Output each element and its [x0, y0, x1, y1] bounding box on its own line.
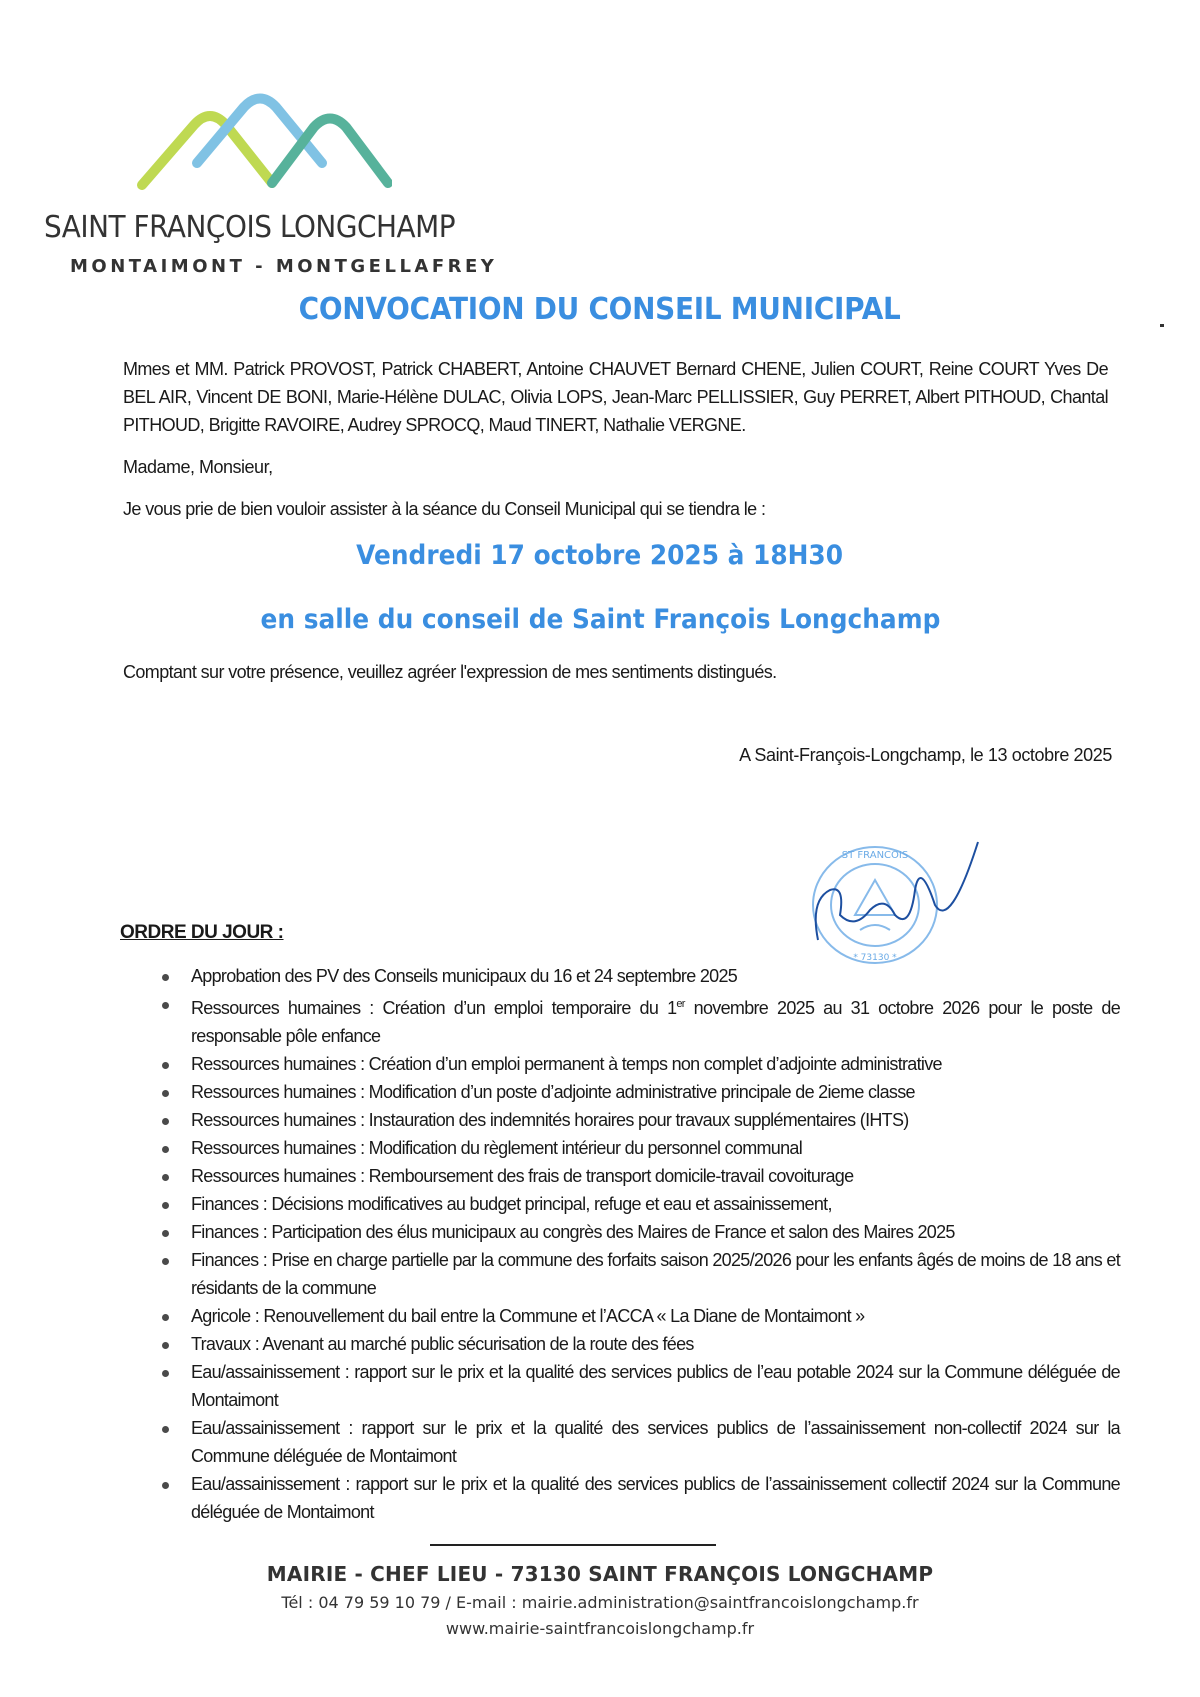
agenda-item: Ressources humaines : Création d’un emploi temporaire du 1er novembre 2025 au 31 octobre 2026 pour le poste de responsable pôle enfance — [160, 990, 1120, 1050]
official-seal-icon — [800, 820, 1000, 980]
agenda-item: Ressources humaines : Remboursement des frais de transport domicile-travail covoiturage — [160, 1162, 1120, 1190]
svg-text:* 73130 *: * 73130 * — [853, 953, 897, 963]
mountain-peaks-icon — [132, 85, 392, 200]
scan-speck — [1160, 324, 1164, 327]
agenda-item: Finances : Prise en charge partielle par la commune des forfaits saison 2025/2026 pour les enfants âgés de moins de 18 ans et résidants de la commune — [160, 1246, 1120, 1302]
agenda-item: Eau/assainissement : rapport sur le prix et la qualité des services publics de l’assainissement collectif 2024 sur la Commune déléguée de Montaimont — [160, 1470, 1120, 1526]
agenda-item: Ressources humaines : Création d’un emploi permanent à temps non complet d’adjointe administrative — [160, 1050, 1120, 1078]
footer-divider — [430, 1544, 716, 1546]
agenda-item: Ressources humaines : Modification d’un poste d’adjointe administrative principale de 2ieme classe — [160, 1078, 1120, 1106]
agenda-item: Finances : Décisions modificatives au budget principal, refuge et eau et assainissement, — [160, 1190, 1120, 1218]
intro-paragraph: Je vous prie de bien vouloir assister à la séance du Conseil Municipal qui se tiendra le : — [123, 499, 766, 519]
agenda-item: Approbation des PV des Conseils municipaux du 16 et 24 septembre 2025 — [160, 962, 1120, 990]
document-title: CONVOCATION DU CONSEIL MUNICIPAL — [299, 292, 901, 327]
agenda-item: Finances : Participation des élus municipaux au congrès des Maires de France et salon des Maires 2025 — [160, 1218, 1120, 1246]
agenda-item: Eau/assainissement : rapport sur le prix et la qualité des services publics de l’assainissement non-collectif 2024 sur la Commune déléguée de Montaimont — [160, 1414, 1120, 1470]
signed-place-date: A Saint-François-Longchamp, le 13 octobre 2025 — [739, 745, 1112, 765]
agenda-item: Agricole : Renouvellement du bail entre la Commune et l’ACCA « La Diane de Montaimont » — [160, 1302, 1120, 1330]
footer-address: MAIRIE - CHEF LIEU - 73130 SAINT FRANÇOIS LONGCHAMP — [266, 1562, 934, 1586]
salutation: Madame, Monsieur, — [123, 457, 273, 477]
recipients-list: Mmes et MM. Patrick PROVOST, Patrick CHABERT, Antoine CHAUVET Bernard CHENE, Julien COURT, Reine COURT Yves De BEL AIR, Vincent DE BONI, Marie-Hélène DULAC, Olivia LOPS, Jean-Marc PELLISSIER, Guy PERRET, Albert PITHOUD, Chantal PITHOUD, Brigitte RAVOIRE, Audrey SPROCQ, Maud TINERT, Nathalie VERGNE. — [123, 359, 1108, 435]
footer-contact: Tél : 04 79 59 10 79 / E-mail : mairie.administration@saintfrancoislongchamp.fr — [281, 1593, 919, 1612]
agenda-item: Travaux : Avenant au marché public sécurisation de la route des fées — [160, 1330, 1120, 1358]
brand-name: SAINT FRANÇOIS LONGCHAMP — [44, 210, 456, 245]
agenda-list — [160, 962, 1120, 1526]
agenda-title: ORDRE DU JOUR : — [120, 922, 284, 943]
agenda-item: Ressources humaines : Modification du règlement intérieur du personnel communal — [160, 1134, 1120, 1162]
meeting-date: Vendredi 17 octobre 2025 à 18H30 — [356, 540, 844, 571]
closing-paragraph: Comptant sur votre présence, veuillez agréer l'expression de mes sentiments distingués. — [123, 662, 777, 682]
meeting-place: en salle du conseil de Saint François Longchamp — [260, 604, 940, 635]
agenda-item: Ressources humaines : Instauration des indemnités horaires pour travaux supplémentaires (IHTS) — [160, 1106, 1120, 1134]
footer-website-link[interactable]: www.mairie-saintfrancoislongchamp.fr — [445, 1619, 755, 1638]
brand-subtitle: MONTAIMONT - MONTGELLAFREY — [70, 256, 498, 277]
agenda-item: Eau/assainissement : rapport sur le prix et la qualité des services publics de l’eau potable 2024 sur la Commune déléguée de Montaimont — [160, 1358, 1120, 1414]
svg-text:ST FRANCOIS: ST FRANCOIS — [841, 850, 909, 861]
